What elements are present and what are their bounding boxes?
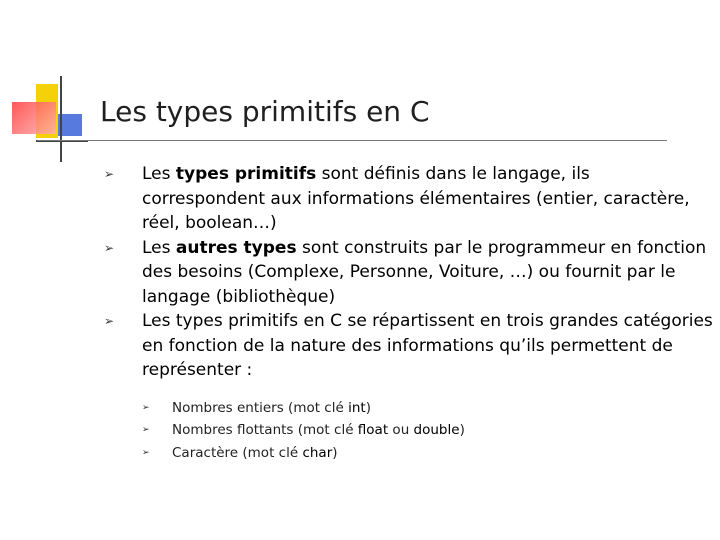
sub-bullet-text: Nombres flottants (mot clé bbox=[172, 422, 358, 438]
logo-vertical-line bbox=[60, 76, 62, 162]
sub-bullet-text: ou bbox=[388, 422, 414, 438]
sub-bullet-text: ) bbox=[365, 399, 371, 416]
keyword: double bbox=[413, 422, 460, 438]
sub-bullet-text: ) bbox=[332, 444, 338, 461]
arrow-bullet-icon: ➢ bbox=[104, 240, 115, 255]
sub-bullet-text: Caractère (mot clé bbox=[172, 444, 303, 461]
sub-bullet-item bbox=[142, 442, 714, 465]
sub-bullet-text: Nombres entiers (mot clé bbox=[172, 399, 349, 416]
keyword: char bbox=[302, 444, 333, 461]
slide-body bbox=[104, 162, 714, 464]
arrow-bullet-icon: ➢ bbox=[142, 447, 150, 458]
bullet-item bbox=[104, 236, 714, 310]
arrow-bullet-icon: ➢ bbox=[104, 314, 115, 328]
red-square bbox=[12, 102, 56, 134]
bold-term: types primitifs bbox=[175, 164, 317, 184]
sub-bullet-list bbox=[104, 397, 714, 465]
keyword: int bbox=[348, 399, 366, 416]
sub-bullet-item bbox=[142, 419, 714, 442]
decorative-logo bbox=[0, 0, 100, 170]
bullet-text: sont définis dans le langage, ils correspondent aux informations élémentaires (entier, caractère, réel, boolean…) bbox=[142, 164, 690, 233]
arrow-bullet-icon: ➢ bbox=[104, 167, 115, 181]
sub-bullet-item bbox=[142, 397, 714, 420]
arrow-bullet-icon: ➢ bbox=[142, 425, 150, 435]
bullet-list bbox=[104, 162, 714, 383]
arrow-bullet-icon: ➢ bbox=[142, 402, 150, 413]
keyword: float bbox=[357, 422, 389, 438]
bullet-text: Les bbox=[142, 164, 176, 184]
slide-title: Les types primitifs en C bbox=[100, 95, 430, 128]
bullet-item bbox=[104, 309, 714, 383]
sub-bullet-text: ) bbox=[459, 422, 465, 438]
bold-term: autres types bbox=[175, 237, 297, 258]
title-underline bbox=[37, 140, 667, 141]
bullet-text: Les bbox=[142, 237, 176, 258]
bullet-text: Les types primitifs en C se répartissent en trois grandes catégories en fonction de la nature des informations qu’ils permettent de représenter : bbox=[142, 311, 713, 380]
bullet-item bbox=[104, 162, 714, 236]
bullet-text: sont construits par le programmeur en fonction des besoins (Complexe, Personne, Voiture, …) ou fournit par le langage (bibliothèque) bbox=[142, 237, 707, 307]
